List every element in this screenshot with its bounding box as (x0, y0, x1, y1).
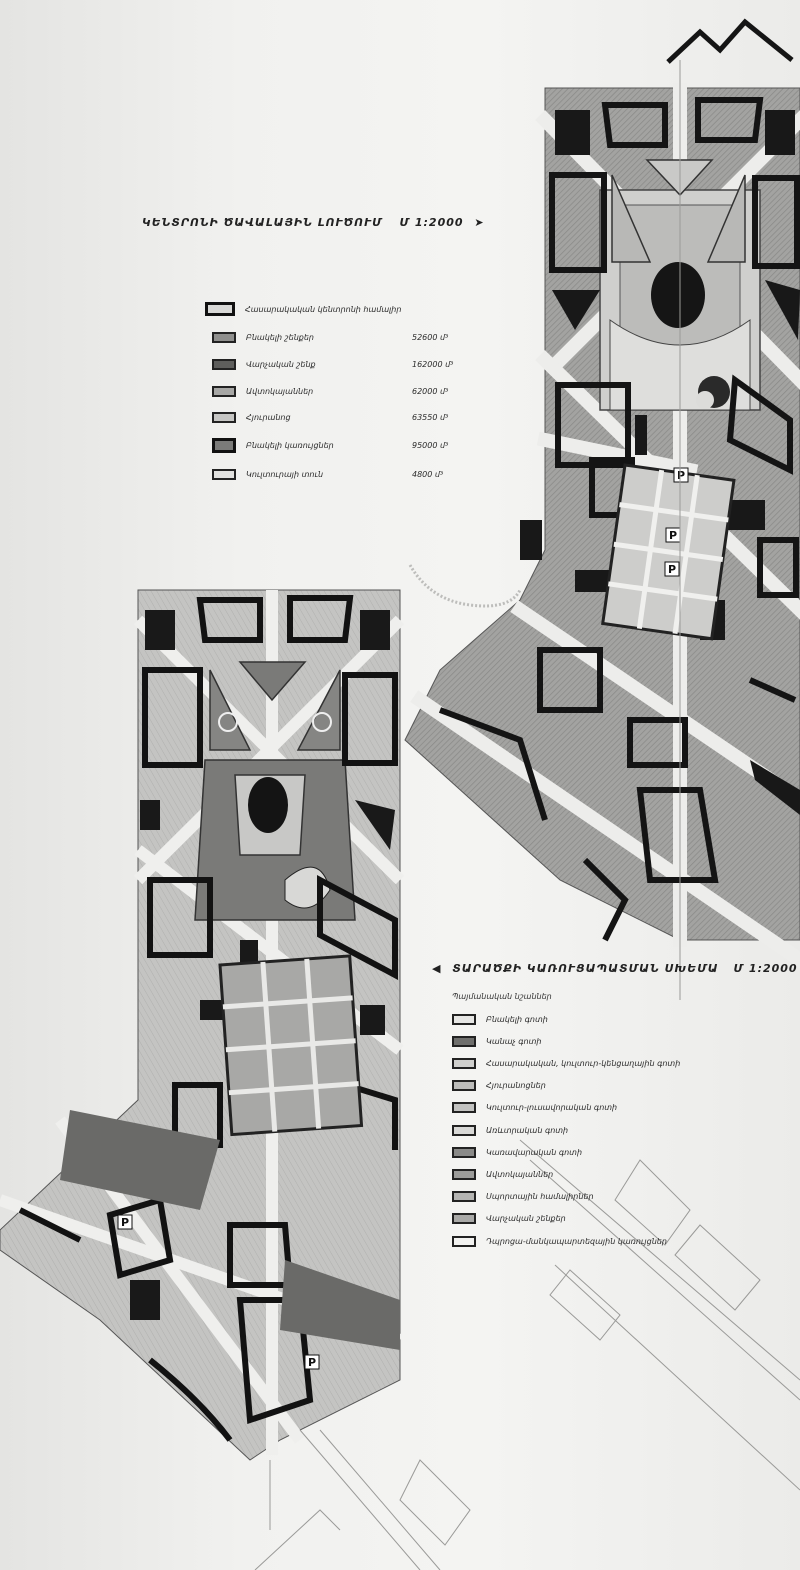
legend-label: Կուլտուր-լուսավորական գոտի (486, 1103, 618, 1113)
zoning-scheme-title (432, 962, 798, 975)
parking-label: P (120, 1216, 130, 1229)
legend-item (452, 1099, 617, 1117)
legend-item (212, 328, 449, 346)
legend-heading: Պայմանական նշաններ (452, 992, 552, 1001)
title-scale: Մ 1:2000 (399, 216, 464, 229)
parking-label: P (668, 529, 678, 542)
bottom-site-plan (0, 590, 400, 1460)
legend-item (212, 355, 454, 373)
legend-item (205, 300, 401, 318)
title-text: ՏԱՐԱԾՔԻ ԿԱՌՈՒՑԱՊԱՏՄԱՆ ՍԽԵՄԱ (452, 962, 719, 975)
volumetric-solution-title (142, 216, 485, 229)
legend-item (452, 1010, 548, 1028)
parking-label: P (307, 1356, 317, 1369)
legend-item (212, 408, 449, 426)
legend-label: Դպրոցա-մանկապարտեզային կառույցներ (486, 1236, 667, 1246)
legend-label: Բնակելի շենքեր (246, 332, 315, 342)
legend-swatch (452, 1147, 476, 1158)
legend-label: Հասարակական կենտրոնի համալիր (245, 304, 402, 314)
legend-zones (452, 1010, 797, 1250)
legend-swatch (212, 332, 236, 343)
legend-swatch (212, 359, 236, 370)
legend-swatch (452, 1191, 476, 1202)
legend-label: Բնակելի կառույցներ (246, 440, 334, 450)
legend-label: Ավտոկայաններ (486, 1169, 554, 1179)
legend-item (452, 1054, 680, 1072)
legend-swatch (452, 1058, 476, 1069)
legend-swatch (452, 1213, 476, 1224)
legend-item (212, 382, 449, 400)
legend-label: Սպորտային համալիրներ (486, 1192, 594, 1202)
legend-item (212, 436, 449, 454)
legend-label: Բնակելի գոտի (486, 1014, 548, 1024)
legend-item (452, 1188, 594, 1206)
parking-label: P (676, 469, 686, 482)
legend-swatch (212, 469, 236, 480)
legend-volume: 4800 մ³ (412, 469, 444, 479)
title-scale: Մ 1:2000 (733, 962, 798, 975)
legend-swatch (212, 412, 236, 423)
legend-label: Առևտրական գոտի (486, 1125, 569, 1135)
legend-item (452, 1232, 667, 1250)
legend-swatch (212, 438, 236, 453)
legend-label: Հյուրանոցներ (486, 1081, 546, 1091)
legend-swatch (452, 1014, 476, 1025)
legend-item (452, 1143, 582, 1161)
legend-item (212, 465, 444, 483)
legend-volumes (200, 300, 545, 490)
legend-item (452, 1165, 553, 1183)
legend-swatch (452, 1125, 476, 1136)
legend-volume: 63550 մ³ (412, 412, 449, 422)
legend-label: Վարչական շենք (246, 359, 316, 369)
legend-item (452, 1121, 568, 1139)
legend-item (452, 1210, 566, 1228)
legend-label: Կուլտուրայի տուն (246, 469, 324, 479)
mountain-logo-icon (668, 22, 792, 62)
legend-volume: 62000 մ³ (412, 386, 449, 396)
legend-volume: 52600 մ³ (412, 332, 449, 342)
legend-label: Ավտոկայաններ (246, 386, 314, 396)
legend-swatch (452, 1080, 476, 1091)
legend-swatch (452, 1036, 476, 1047)
parking-label: P (667, 563, 677, 576)
legend-volume: 95000 մ³ (412, 440, 449, 450)
legend-swatch (452, 1102, 476, 1113)
legend-volume: 162000 մ³ (412, 359, 454, 369)
legend-item (452, 1077, 546, 1095)
legend-swatch (212, 386, 236, 397)
legend-swatch (452, 1169, 476, 1180)
legend-swatch (452, 1236, 476, 1247)
legend-swatch (205, 302, 235, 316)
title-text: ԿԵՆՏՐՈՆԻ ԾԱՎԱԼԱՅԻՆ ԼՈՒԾՈՒՄ (142, 216, 383, 229)
legend-item (452, 1032, 541, 1050)
legend-label: Կառավարական գոտի (486, 1147, 583, 1157)
legend-label: Հյուրանոց (246, 412, 291, 422)
arrow-left-icon: ◀ (432, 962, 442, 975)
legend-label: Վարչական շենքեր (486, 1214, 566, 1224)
legend-label: Կանաչ գոտի (486, 1036, 542, 1046)
arrow-right-icon: ➤ (474, 216, 485, 229)
legend-label: Հասարակական, կուլտուր-կենցաղային գոտի (486, 1058, 681, 1068)
